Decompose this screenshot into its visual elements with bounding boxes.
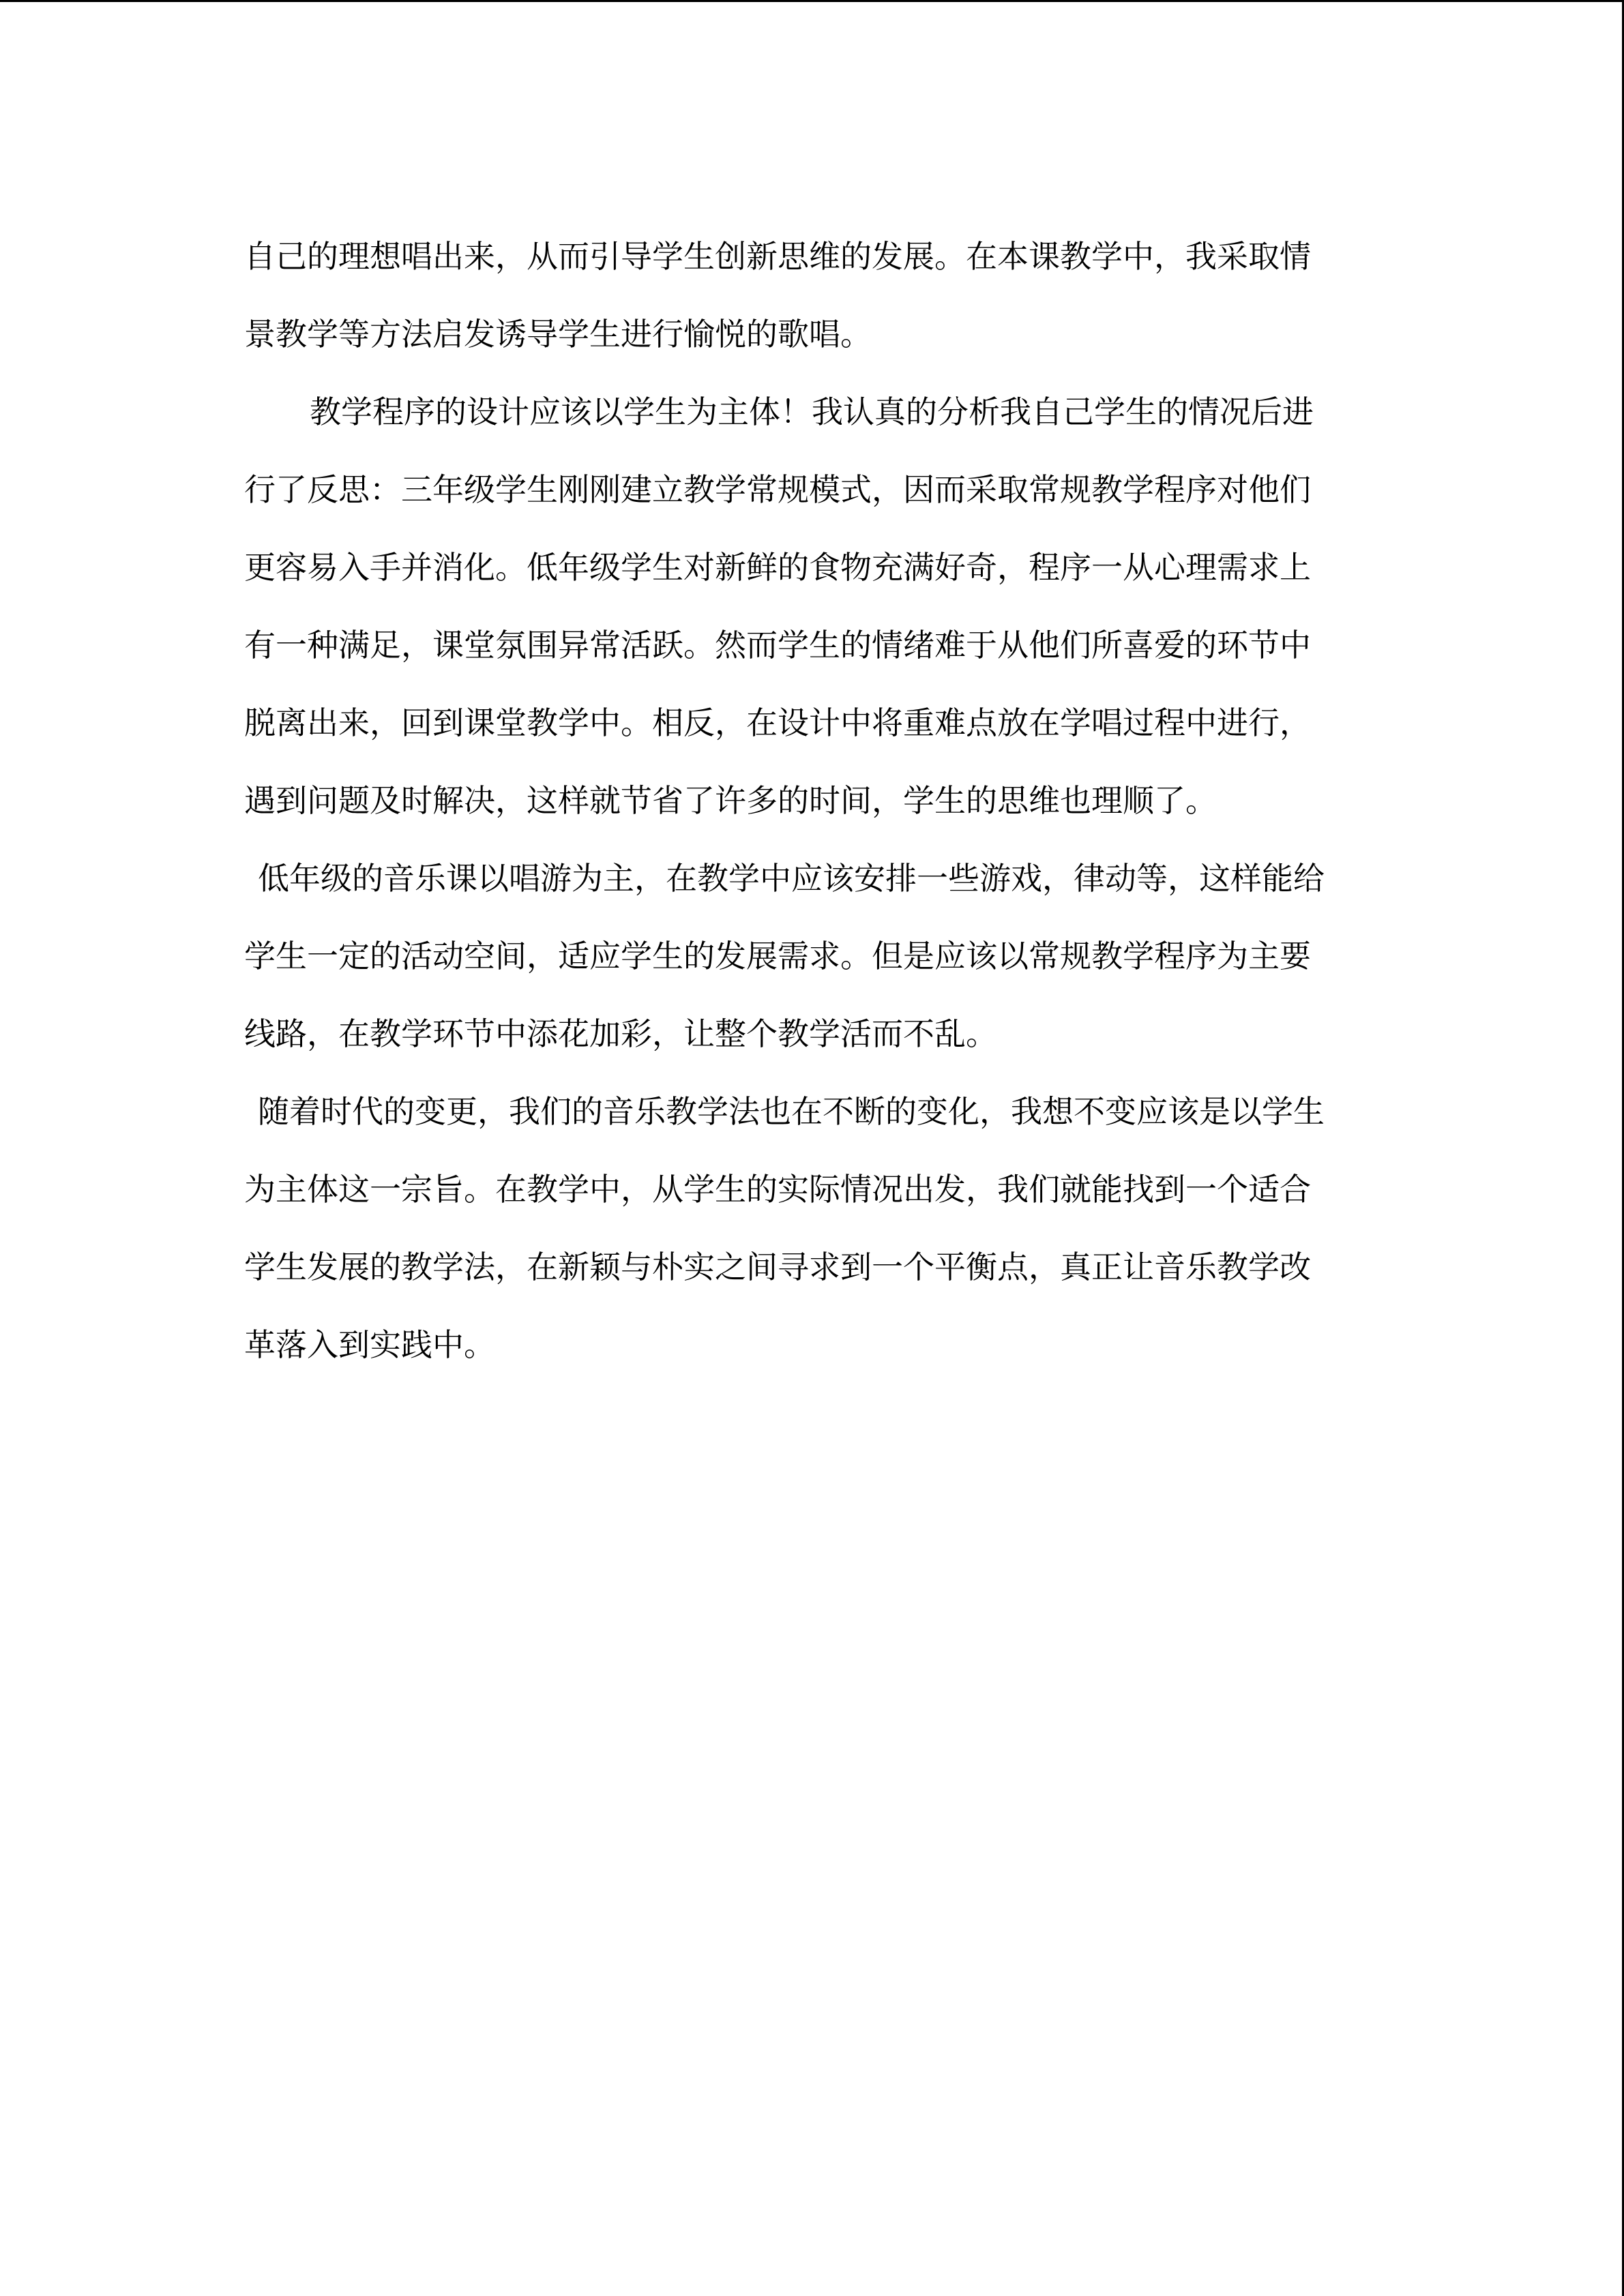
- text-line: 行了反思：三年级学生刚刚建立教学常规模式，因而采取常规教学程序对他们: [244, 471, 1311, 508]
- text-line: 学生一定的活动空间，适应学生的发展需求。但是应该以常规教学程序为主要: [244, 938, 1311, 974]
- text-line: 革落入到实践中。: [244, 1326, 495, 1363]
- text-line: 线路，在教学环节中添花加彩，让整个教学活而不乱。: [244, 1015, 997, 1052]
- text-line: 脱离出来，回到课堂教学中。相反，在设计中将重难点放在学唱过程中进行，: [244, 704, 1311, 741]
- text-line: 教学程序的设计应该以学生为主体！我认真的分析我自己学生的情况后进: [310, 393, 1314, 430]
- text-line: 随着时代的变更，我们的音乐教学法也在不断的变化，我想不变应该是以学生: [258, 1093, 1325, 1130]
- text-line: 学生发展的教学法，在新颖与朴实之间寻求到一个平衡点，真正让音乐教学改: [244, 1249, 1311, 1285]
- text-line: 为主体这一宗旨。在教学中，从学生的实际情况出发，我们就能找到一个适合: [244, 1171, 1311, 1208]
- text-line: 低年级的音乐课以唱游为主，在教学中应该安排一些游戏，律动等，这样能给: [258, 860, 1325, 897]
- text-line: 有一种满足，课堂氛围异常活跃。然而学生的情绪难于从他们所喜爱的环节中: [244, 627, 1311, 664]
- text-line: 遇到问题及时解决，这样就节省了许多的时间，学生的思维也理顺了。: [244, 782, 1217, 819]
- text-line: 自己的理想唱出来，从而引导学生创新思维的发展。在本课教学中，我采取情: [244, 238, 1311, 275]
- text-line: 景教学等方法启发诱导学生进行愉悦的歌唱。: [244, 316, 872, 353]
- text-line: 更容易入手并消化。低年级学生对新鲜的食物充满好奇，程序一从心理需求上: [244, 549, 1311, 586]
- document-body: [244, 218, 1376, 1384]
